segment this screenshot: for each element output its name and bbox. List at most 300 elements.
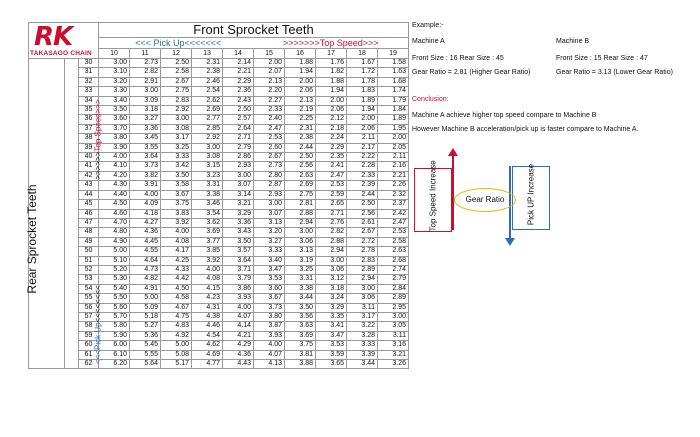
ratio-cell: 4.91 xyxy=(130,284,161,293)
machine-b-ratio: Gear Ratio = 3.13 (Lower Gear Ratio) xyxy=(556,69,673,76)
table-row xyxy=(29,77,409,86)
ratio-cell: 2.67 xyxy=(161,77,192,86)
ratio-cell: 2.92 xyxy=(192,134,223,143)
ratio-cell: 2.38 xyxy=(285,134,316,143)
ratio-cell: 4.08 xyxy=(192,275,223,284)
table-row xyxy=(29,228,409,237)
ratio-cell: 4.08 xyxy=(161,237,192,246)
ratio-cell: 3.92 xyxy=(192,256,223,265)
ratio-cell: 5.60 xyxy=(99,303,130,312)
ratio-cell: 3.40 xyxy=(254,256,285,265)
machine-b-sizes: Front Size : 15 Rear Size : 47 xyxy=(556,55,648,62)
ratio-cell: 4.70 xyxy=(99,218,130,227)
ratio-cell: 3.07 xyxy=(223,181,254,190)
ratio-cell: 3.38 xyxy=(285,284,316,293)
ratio-cell: 3.47 xyxy=(316,331,347,340)
ratio-cell: 2.12 xyxy=(316,115,347,124)
ratio-cell: 3.53 xyxy=(316,341,347,350)
ratio-cell: 2.31 xyxy=(192,59,223,68)
pickup-vertical-label xyxy=(94,265,103,385)
ratio-cell: 4.00 xyxy=(192,265,223,274)
rear-teeth-cell: 62 xyxy=(79,360,99,369)
ratio-cell: 4.07 xyxy=(223,312,254,321)
ratio-cell: 2.18 xyxy=(316,124,347,133)
ratio-cell: 2.67 xyxy=(347,228,378,237)
gear-ratio-diagram xyxy=(412,148,552,248)
ratio-cell: 2.47 xyxy=(316,171,347,180)
ratio-cell: 4.00 xyxy=(99,153,130,162)
direction-label-column xyxy=(65,59,79,369)
ratio-cell: 4.55 xyxy=(130,247,161,256)
ratio-cell: 3.13 xyxy=(285,247,316,256)
ratio-cell: 2.29 xyxy=(223,77,254,86)
ratio-cell: 2.27 xyxy=(254,96,285,105)
gear-ratio-oval: Gear Ratio xyxy=(454,188,516,212)
ratio-cell: 4.38 xyxy=(192,312,223,321)
ratio-cell: 4.60 xyxy=(99,209,130,218)
ratio-cell: 2.24 xyxy=(316,134,347,143)
ratio-cell: 5.00 xyxy=(130,294,161,303)
rear-teeth-cell: 49 xyxy=(79,237,99,246)
ratio-cell: 2.06 xyxy=(316,106,347,115)
ratio-cell: 2.58 xyxy=(378,237,409,246)
table-row xyxy=(29,200,409,209)
ratio-cell: 3.44 xyxy=(347,360,378,369)
ratio-cell: 4.50 xyxy=(99,200,130,209)
ratio-cell: 3.64 xyxy=(223,256,254,265)
front-teeth-header: 13 xyxy=(192,49,223,59)
top-speed-vertical-text: Top Speed>>> xyxy=(93,99,103,152)
ratio-cell: 4.36 xyxy=(223,350,254,359)
table-row xyxy=(29,143,409,152)
ratio-cell: 2.76 xyxy=(316,218,347,227)
ratio-cell: 5.20 xyxy=(99,265,130,274)
ratio-cell: 2.38 xyxy=(192,68,223,77)
ratio-cell: 2.53 xyxy=(254,134,285,143)
rear-teeth-cell: 37 xyxy=(79,124,99,133)
ratio-cell: 2.00 xyxy=(347,115,378,124)
table-row xyxy=(29,181,409,190)
front-teeth-header: 14 xyxy=(223,49,254,59)
ratio-cell: 2.50 xyxy=(347,200,378,209)
ratio-cell: 3.00 xyxy=(254,200,285,209)
ratio-cell: 2.44 xyxy=(285,143,316,152)
ratio-cell: 3.00 xyxy=(130,87,161,96)
ratio-cell: 2.20 xyxy=(254,87,285,96)
ratio-cell: 3.19 xyxy=(285,256,316,265)
ratio-cell: 2.29 xyxy=(316,143,347,152)
rear-teeth-cell: 55 xyxy=(79,294,99,303)
ratio-cell: 2.47 xyxy=(378,218,409,227)
ratio-cell: 2.26 xyxy=(378,181,409,190)
ratio-cell: 2.33 xyxy=(347,171,378,180)
ratio-cell: 3.33 xyxy=(347,341,378,350)
ratio-cell: 2.37 xyxy=(378,200,409,209)
ratio-cell: 3.15 xyxy=(192,162,223,171)
conclusion-line-1: Machine A achieve higher top speed compare to Machine B xyxy=(412,112,597,119)
ratio-cell: 2.00 xyxy=(316,96,347,105)
table-row xyxy=(29,256,409,265)
table-row xyxy=(29,284,409,293)
ratio-cell: 3.75 xyxy=(285,341,316,350)
ratio-cell: 2.94 xyxy=(347,275,378,284)
machine-a-ratio: Gear Ratio = 2.81 (Higher Gear Ratio) xyxy=(412,69,531,76)
ratio-cell: 2.50 xyxy=(223,106,254,115)
ratio-cell: 1.82 xyxy=(316,68,347,77)
ratio-cell: 3.38 xyxy=(192,190,223,199)
rear-teeth-cell: 31 xyxy=(79,68,99,77)
ratio-cell: 2.16 xyxy=(378,162,409,171)
ratio-cell: 2.41 xyxy=(316,162,347,171)
ratio-cell: 2.21 xyxy=(223,68,254,77)
ratio-cell: 2.79 xyxy=(378,275,409,284)
ratio-cell: 3.86 xyxy=(223,284,254,293)
ratio-cell: 3.25 xyxy=(285,265,316,274)
ratio-cell: 3.75 xyxy=(161,200,192,209)
ratio-cell: 3.36 xyxy=(223,218,254,227)
ratio-cell: 4.30 xyxy=(99,181,130,190)
ratio-cell: 2.94 xyxy=(285,218,316,227)
ratio-cell: 4.17 xyxy=(161,247,192,256)
ratio-cell: 3.60 xyxy=(99,115,130,124)
ratio-cell: 3.39 xyxy=(347,350,378,359)
rear-teeth-cell: 30 xyxy=(79,59,99,68)
ratio-cell: 2.61 xyxy=(347,218,378,227)
ratio-cell: 4.46 xyxy=(192,322,223,331)
ratio-cell: 4.64 xyxy=(130,256,161,265)
ratio-cell: 4.29 xyxy=(223,341,254,350)
ratio-cell: 4.92 xyxy=(161,331,192,340)
ratio-cell: 4.73 xyxy=(130,265,161,274)
table-row xyxy=(29,237,409,246)
ratio-cell: 6.20 xyxy=(99,360,130,369)
ratio-cell: 5.55 xyxy=(130,350,161,359)
ratio-cell: 3.62 xyxy=(192,218,223,227)
front-teeth-header: 12 xyxy=(161,49,192,59)
ratio-cell: 4.83 xyxy=(161,322,192,331)
table-row xyxy=(29,218,409,227)
ratio-cell: 5.27 xyxy=(130,322,161,331)
ratio-cell: 2.46 xyxy=(192,77,223,86)
ratio-cell: 2.54 xyxy=(192,87,223,96)
ratio-cell: 2.43 xyxy=(223,96,254,105)
ratio-cell: 2.95 xyxy=(378,303,409,312)
ratio-cell: 3.42 xyxy=(161,162,192,171)
ratio-cell: 3.69 xyxy=(192,228,223,237)
ratio-cell: 3.80 xyxy=(99,134,130,143)
ratio-cell: 2.36 xyxy=(223,87,254,96)
ratio-cell: 4.00 xyxy=(161,228,192,237)
ratio-cell: 5.50 xyxy=(99,294,130,303)
ratio-cell: 3.27 xyxy=(130,115,161,124)
ratio-cell: 2.00 xyxy=(378,134,409,143)
ratio-cell: 2.79 xyxy=(223,143,254,152)
ratio-cell: 3.71 xyxy=(223,265,254,274)
ratio-cell: 1.67 xyxy=(347,59,378,68)
ratio-cell: 3.00 xyxy=(378,312,409,321)
ratio-cell: 2.75 xyxy=(161,87,192,96)
ratio-cell: 4.00 xyxy=(223,303,254,312)
ratio-cell: 3.73 xyxy=(254,303,285,312)
table-row xyxy=(29,134,409,143)
rear-teeth-cell: 60 xyxy=(79,341,99,350)
ratio-cell: 1.79 xyxy=(378,96,409,105)
ratio-cell: 3.83 xyxy=(161,209,192,218)
ratio-cell: 4.77 xyxy=(192,360,223,369)
ratio-cell: 3.31 xyxy=(192,181,223,190)
ratio-cell: 3.55 xyxy=(130,143,161,152)
rear-teeth-cell: 39 xyxy=(79,143,99,152)
ratio-cell: 2.31 xyxy=(285,124,316,133)
rear-teeth-cell: 56 xyxy=(79,303,99,312)
ratio-cell: 2.59 xyxy=(316,190,347,199)
front-teeth-header: 15 xyxy=(254,49,285,59)
ratio-cell: 3.23 xyxy=(192,171,223,180)
table-row xyxy=(29,171,409,180)
ratio-cell: 2.78 xyxy=(347,247,378,256)
ratio-cell: 4.36 xyxy=(130,228,161,237)
ratio-cell: 2.64 xyxy=(223,124,254,133)
ratio-cell: 1.63 xyxy=(378,68,409,77)
ratio-cell: 3.29 xyxy=(316,303,347,312)
ratio-cell: 2.13 xyxy=(254,77,285,86)
ratio-cell: 3.00 xyxy=(316,256,347,265)
table-row xyxy=(29,115,409,124)
ratio-cell: 3.30 xyxy=(99,87,130,96)
ratio-cell: 2.94 xyxy=(316,247,347,256)
ratio-cell: 3.77 xyxy=(192,237,223,246)
ratio-cell: 2.63 xyxy=(285,171,316,180)
rear-teeth-cell: 58 xyxy=(79,322,99,331)
ratio-cell: 3.69 xyxy=(285,331,316,340)
ratio-cell: 4.67 xyxy=(161,303,192,312)
ratio-cell: 2.75 xyxy=(285,190,316,199)
ratio-cell: 3.28 xyxy=(347,331,378,340)
ratio-cell: 3.24 xyxy=(316,294,347,303)
ratio-cell: 5.45 xyxy=(130,341,161,350)
ratio-cell: 3.90 xyxy=(99,143,130,152)
ratio-cell: 4.80 xyxy=(99,228,130,237)
ratio-cell: 2.06 xyxy=(285,87,316,96)
rear-teeth-cell: 32 xyxy=(79,77,99,86)
ratio-cell: 1.78 xyxy=(347,77,378,86)
ratio-cell: 3.29 xyxy=(223,209,254,218)
ratio-cell: 4.07 xyxy=(254,350,285,359)
ratio-cell: 3.85 xyxy=(192,247,223,256)
ratio-cell: 2.58 xyxy=(161,68,192,77)
ratio-cell: 1.74 xyxy=(378,87,409,96)
ratio-cell: 2.35 xyxy=(316,153,347,162)
ratio-cell: 3.91 xyxy=(130,181,161,190)
ratio-cell: 3.11 xyxy=(347,303,378,312)
front-teeth-header: 19 xyxy=(378,49,409,59)
ratio-cell: 4.82 xyxy=(130,275,161,284)
ratio-cell: 4.10 xyxy=(99,162,130,171)
ratio-cell: 2.77 xyxy=(192,115,223,124)
ratio-cell: 1.76 xyxy=(316,59,347,68)
ratio-cell: 2.67 xyxy=(254,153,285,162)
ratio-cell: 2.89 xyxy=(347,265,378,274)
ratio-cell: 4.54 xyxy=(192,331,223,340)
front-teeth-header: 10 xyxy=(99,49,130,59)
ratio-cell: 3.11 xyxy=(378,331,409,340)
ratio-cell: 3.00 xyxy=(99,59,130,68)
ratio-cell: 3.64 xyxy=(130,153,161,162)
ratio-cell: 3.79 xyxy=(223,275,254,284)
table-row xyxy=(29,247,409,256)
ratio-cell: 3.65 xyxy=(316,360,347,369)
ratio-cell: 4.42 xyxy=(161,275,192,284)
rear-teeth-cell: 35 xyxy=(79,106,99,115)
rear-teeth-cell: 40 xyxy=(79,153,99,162)
ratio-cell: 3.00 xyxy=(285,228,316,237)
ratio-cell: 3.82 xyxy=(130,171,161,180)
table-row xyxy=(29,209,409,218)
ratio-cell: 3.00 xyxy=(192,143,223,152)
gear-ratio-table xyxy=(28,22,409,369)
ratio-cell: 4.50 xyxy=(161,284,192,293)
ratio-cell: 2.57 xyxy=(223,115,254,124)
ratio-cell: 2.71 xyxy=(223,134,254,143)
ratio-cell: 1.89 xyxy=(347,96,378,105)
ratio-cell: 3.14 xyxy=(223,190,254,199)
ratio-cell: 3.20 xyxy=(99,77,130,86)
ratio-cell: 4.13 xyxy=(254,360,285,369)
top-speed-direction: >>>>>>>Top Speed>>> xyxy=(254,38,409,49)
ratio-cell: 3.06 xyxy=(347,294,378,303)
ratio-cell: 2.69 xyxy=(192,106,223,115)
rk-logo xyxy=(28,22,98,60)
ratio-cell: 2.71 xyxy=(316,209,347,218)
ratio-cell: 1.94 xyxy=(285,68,316,77)
ratio-cell: 2.91 xyxy=(130,77,161,86)
table-row xyxy=(29,87,409,96)
table-row xyxy=(29,303,409,312)
ratio-cell: 5.09 xyxy=(130,303,161,312)
table-row xyxy=(29,106,409,115)
ratio-cell: 4.58 xyxy=(161,294,192,303)
ratio-cell: 2.07 xyxy=(254,68,285,77)
ratio-cell: 4.25 xyxy=(161,256,192,265)
ratio-cell: 3.12 xyxy=(316,275,347,284)
ratio-cell: 3.60 xyxy=(254,284,285,293)
down-arrow-head-icon xyxy=(505,238,515,246)
rear-teeth-cell: 45 xyxy=(79,200,99,209)
ratio-cell: 5.17 xyxy=(161,360,192,369)
ratio-cell: 2.47 xyxy=(254,124,285,133)
ratio-cell: 2.05 xyxy=(378,143,409,152)
ratio-cell: 2.85 xyxy=(192,124,223,133)
ratio-cell: 4.31 xyxy=(192,303,223,312)
ratio-cell: 2.14 xyxy=(223,59,254,68)
table-row xyxy=(29,162,409,171)
ratio-cell: 4.62 xyxy=(192,341,223,350)
ratio-cell: 2.80 xyxy=(254,171,285,180)
ratio-cell: 4.40 xyxy=(99,190,130,199)
ratio-cell: 2.00 xyxy=(254,59,285,68)
ratio-cell: 3.73 xyxy=(130,162,161,171)
ratio-cell: 2.83 xyxy=(347,256,378,265)
ratio-cell: 4.45 xyxy=(130,237,161,246)
ratio-cell: 2.33 xyxy=(254,106,285,115)
ratio-cell: 3.07 xyxy=(254,209,285,218)
ratio-cell: 4.27 xyxy=(130,218,161,227)
ratio-cell: 3.56 xyxy=(285,312,316,321)
rear-teeth-cell: 53 xyxy=(79,275,99,284)
ratio-cell: 3.93 xyxy=(254,331,285,340)
top-speed-increase-label: Top Speed Increase xyxy=(428,160,438,232)
ratio-cell: 2.93 xyxy=(254,190,285,199)
rear-teeth-cell: 51 xyxy=(79,256,99,265)
ratio-cell: 2.06 xyxy=(347,124,378,133)
ratio-cell: 2.53 xyxy=(378,228,409,237)
conclusion-title: Conclusion: xyxy=(412,96,449,103)
table-row xyxy=(29,360,409,369)
ratio-cell: 3.59 xyxy=(316,350,347,359)
machine-b-name: Machine B xyxy=(556,38,590,45)
table-title: Front Sprocket Teeth xyxy=(99,23,409,38)
ratio-cell: 2.74 xyxy=(378,265,409,274)
ratio-cell: 2.56 xyxy=(285,162,316,171)
ratio-cell: 3.09 xyxy=(130,96,161,105)
ratio-cell: 5.36 xyxy=(130,331,161,340)
table-row xyxy=(29,294,409,303)
rear-teeth-cell: 54 xyxy=(79,284,99,293)
ratio-cell: 2.87 xyxy=(254,181,285,190)
ratio-cell: 2.72 xyxy=(347,237,378,246)
ratio-cell: 3.13 xyxy=(254,218,285,227)
rear-teeth-cell: 50 xyxy=(79,247,99,256)
ratio-cell: 3.18 xyxy=(316,284,347,293)
rear-teeth-cell: 57 xyxy=(79,312,99,321)
table-row xyxy=(29,96,409,105)
ratio-cell: 4.69 xyxy=(192,350,223,359)
rear-teeth-cell: 44 xyxy=(79,190,99,199)
ratio-cell: 3.06 xyxy=(285,237,316,246)
ratio-cell: 2.32 xyxy=(378,190,409,199)
ratio-cell: 3.81 xyxy=(285,350,316,359)
ratio-cell: 3.21 xyxy=(223,200,254,209)
ratio-cell: 3.33 xyxy=(161,153,192,162)
pickup-increase-label: Pick UP Increase xyxy=(526,163,536,226)
rear-teeth-cell: 33 xyxy=(79,87,99,96)
ratio-cell: 3.67 xyxy=(161,190,192,199)
ratio-cell: 3.18 xyxy=(130,106,161,115)
ratio-cell: 3.17 xyxy=(347,312,378,321)
ratio-cell: 3.92 xyxy=(161,218,192,227)
ratio-cell: 5.18 xyxy=(130,312,161,321)
ratio-cell: 3.22 xyxy=(347,322,378,331)
ratio-cell: 1.94 xyxy=(347,106,378,115)
rear-teeth-cell: 43 xyxy=(79,181,99,190)
rear-teeth-cell: 59 xyxy=(79,331,99,340)
ratio-cell: 3.50 xyxy=(285,303,316,312)
ratio-cell: 5.64 xyxy=(130,360,161,369)
ratio-cell: 1.94 xyxy=(316,87,347,96)
top-speed-vertical-arrows: >>>>>> xyxy=(93,151,103,180)
ratio-cell: 2.13 xyxy=(285,96,316,105)
ratio-cell: 3.21 xyxy=(378,350,409,359)
ratio-cell: 3.88 xyxy=(285,360,316,369)
ratio-cell: 3.44 xyxy=(285,294,316,303)
ratio-cell: 2.65 xyxy=(316,200,347,209)
ratio-cell: 5.08 xyxy=(161,350,192,359)
ratio-cell: 3.00 xyxy=(223,171,254,180)
ratio-cell: 2.56 xyxy=(347,209,378,218)
ratio-cell: 3.43 xyxy=(223,228,254,237)
table-row xyxy=(29,124,409,133)
example-heading: Example:- xyxy=(412,22,444,29)
